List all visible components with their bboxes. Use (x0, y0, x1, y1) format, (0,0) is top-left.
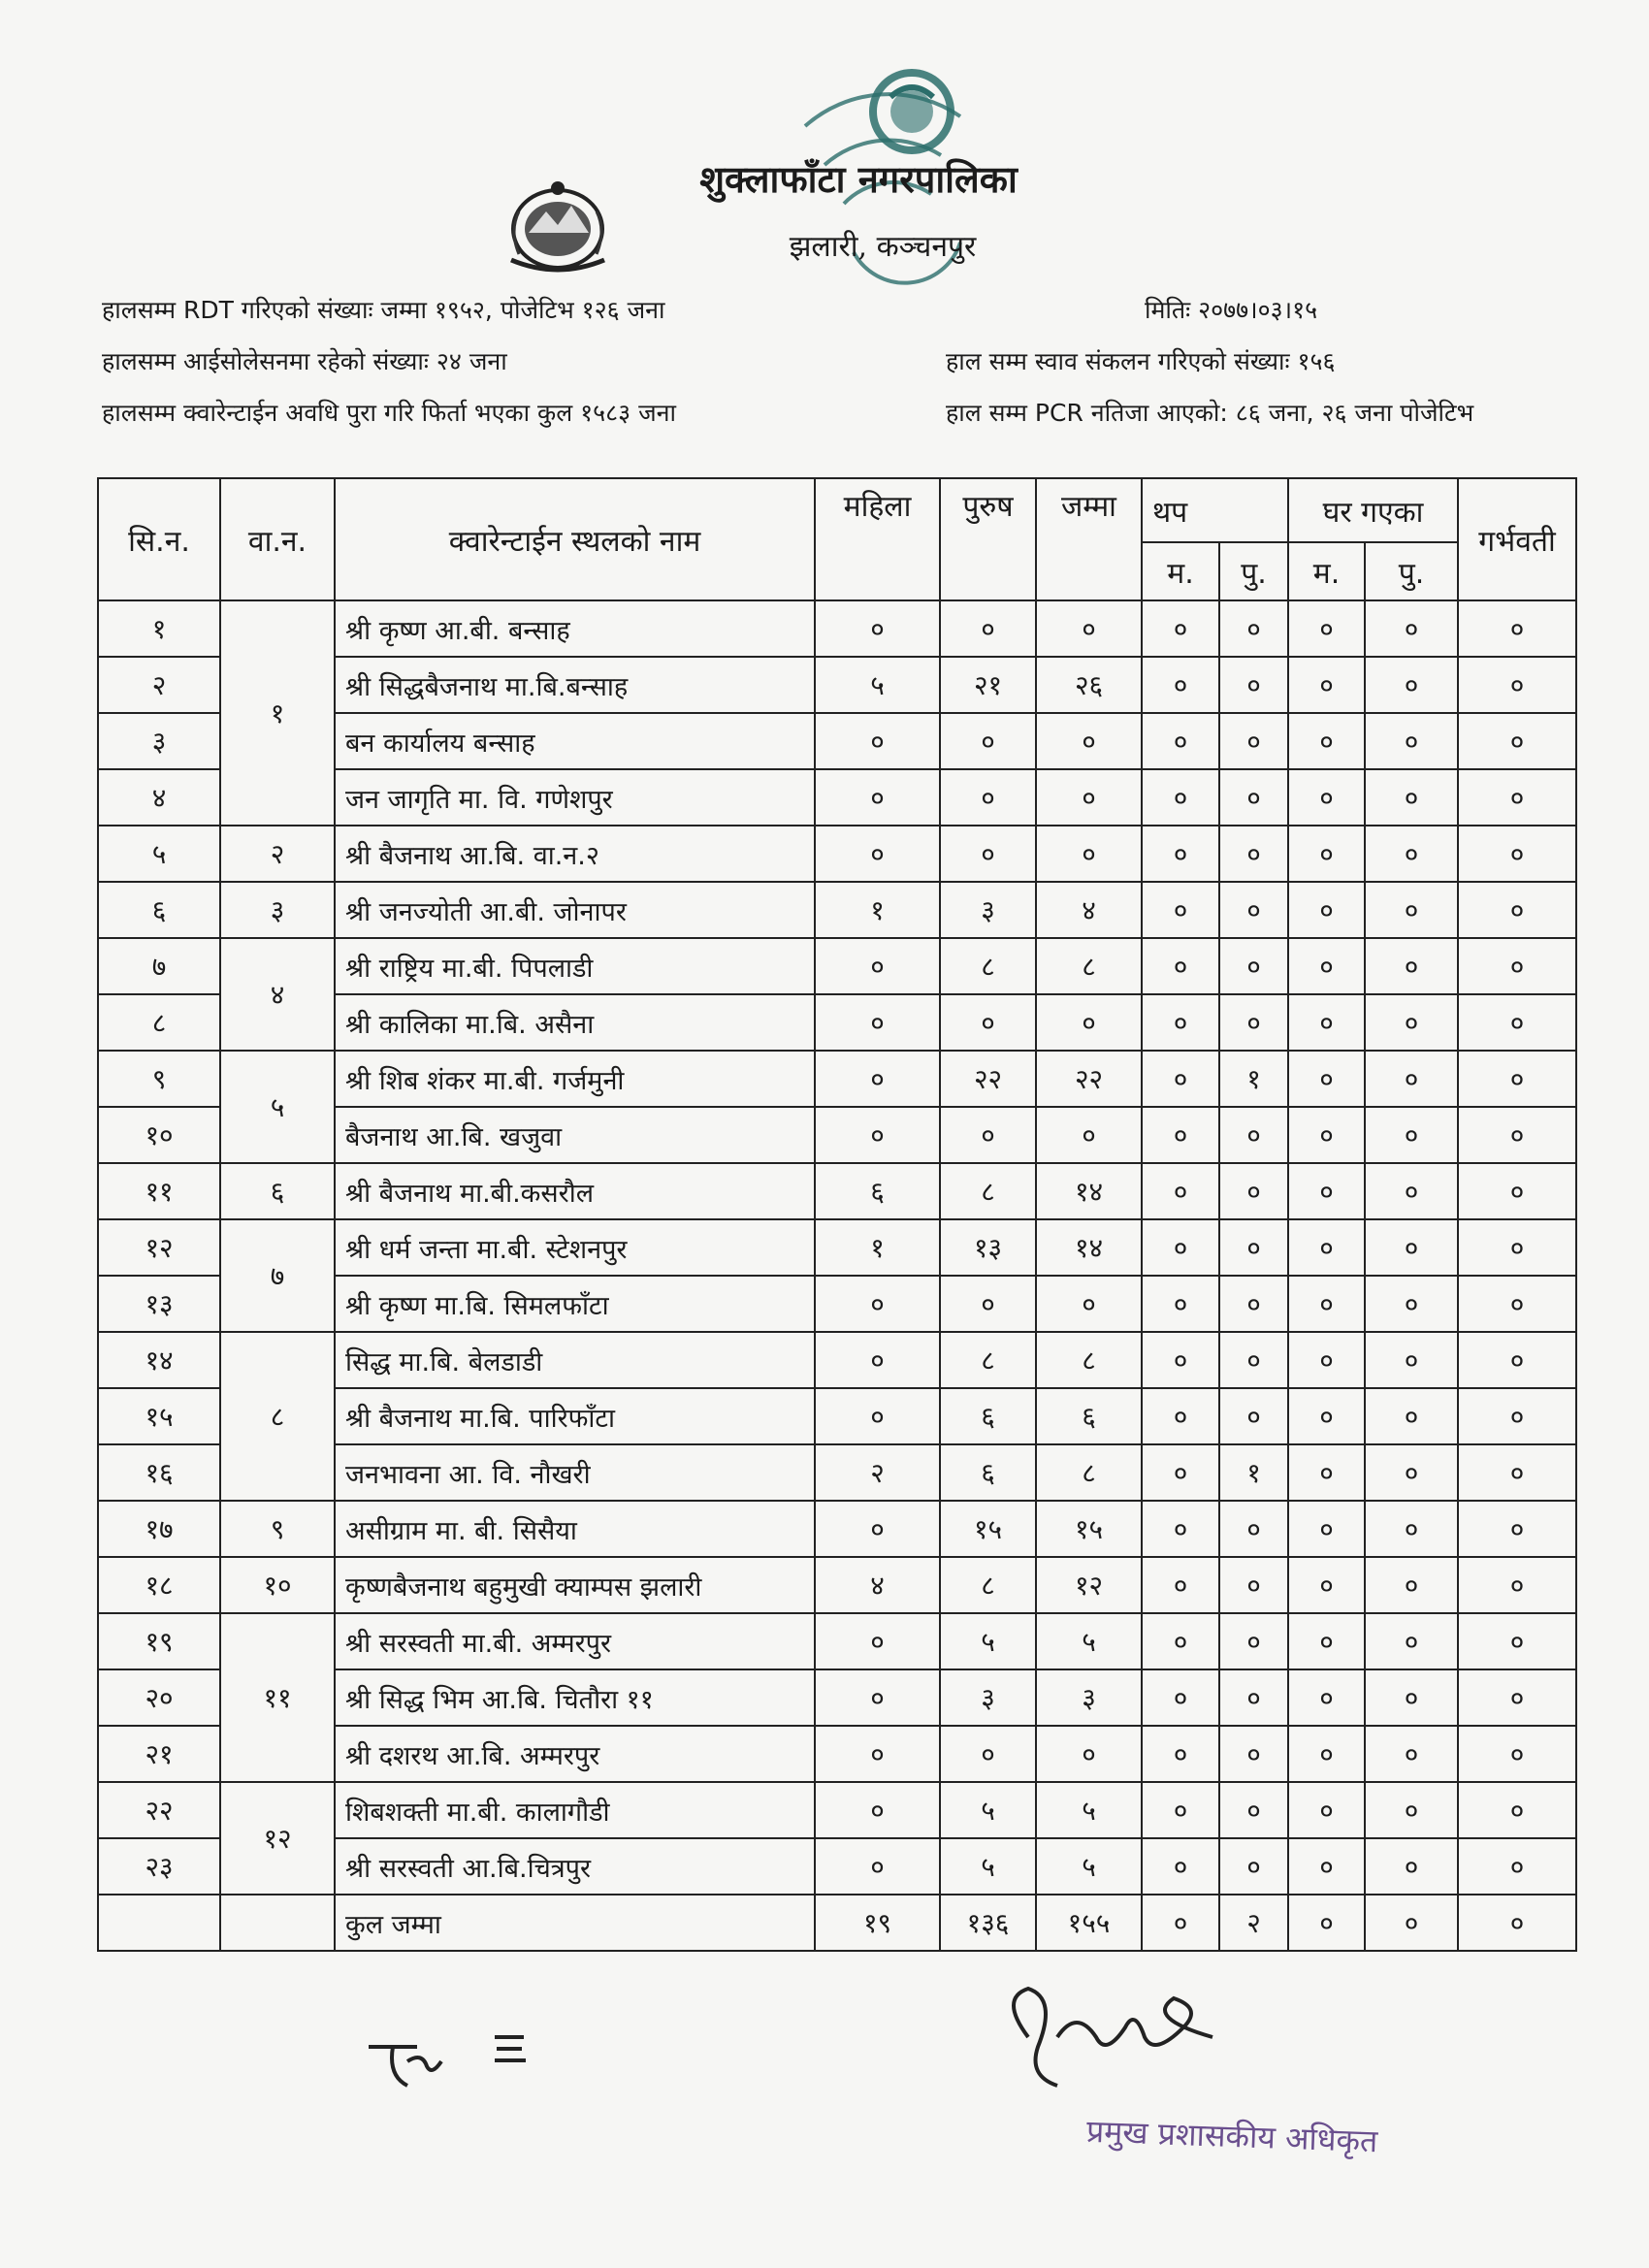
cell-home-male: ० (1365, 1219, 1458, 1276)
table-row (98, 1219, 1576, 1276)
cell-male: ० (940, 1276, 1036, 1332)
cell-total: १५ (1036, 1501, 1142, 1557)
total-home-female: ० (1288, 1895, 1365, 1951)
cell-extra-female: ० (1142, 1219, 1219, 1276)
cell-total: २२ (1036, 1051, 1142, 1107)
cell-extra-female: ० (1142, 882, 1219, 938)
cell-home-female: ० (1288, 1276, 1365, 1332)
cell-pregnant: ० (1458, 1163, 1576, 1219)
cell-total: ८ (1036, 1444, 1142, 1501)
header-home-female: म. (1288, 542, 1365, 600)
cell-male: ० (940, 994, 1036, 1051)
cell-home-female: ० (1288, 1501, 1365, 1557)
cell-home-male: ० (1365, 1276, 1458, 1332)
cell-home-female: ० (1288, 1219, 1365, 1276)
cell-extra-female: ० (1142, 600, 1219, 657)
cell-home-male: ० (1365, 600, 1458, 657)
cell-ward: ८ (220, 1332, 335, 1501)
cell-home-male: ० (1365, 938, 1458, 994)
cell-extra-male: ० (1219, 713, 1288, 769)
table-row (98, 882, 1576, 938)
cell-extra-female: ० (1142, 713, 1219, 769)
cell-extra-male: ० (1219, 826, 1288, 882)
cell-sn: १ (98, 600, 220, 657)
cell-home-male: ० (1365, 1107, 1458, 1163)
header-extra-female: म. (1142, 542, 1219, 600)
cell-sn: १२ (98, 1219, 220, 1276)
cell-extra-male: ० (1219, 1219, 1288, 1276)
cell-total: ५ (1036, 1838, 1142, 1895)
cell-male: ३ (940, 1669, 1036, 1726)
cell-pregnant: ० (1458, 769, 1576, 826)
total-female: १९ (815, 1895, 940, 1951)
cell-total: ६ (1036, 1388, 1142, 1444)
cell-sn: २३ (98, 1838, 220, 1895)
cell-extra-female: ० (1142, 938, 1219, 994)
cell-home-female: ० (1288, 882, 1365, 938)
cell-site-name: श्री बैजनाथ मा.बि. पारिफाँटा (335, 1388, 815, 1444)
cell-home-male: ० (1365, 1726, 1458, 1782)
cell-total: ५ (1036, 1782, 1142, 1838)
cell-total: ० (1036, 713, 1142, 769)
cell-male: ३ (940, 882, 1036, 938)
cell-sn: २० (98, 1669, 220, 1726)
cell-home-female: ० (1288, 1782, 1365, 1838)
total-pregnant: ० (1458, 1895, 1576, 1951)
cell-ward: ७ (220, 1219, 335, 1332)
cell-pregnant: ० (1458, 1613, 1576, 1669)
cell-pregnant: ० (1458, 1444, 1576, 1501)
cell-home-female: ० (1288, 657, 1365, 713)
cell-extra-female: ० (1142, 1388, 1219, 1444)
cell-male: ० (940, 600, 1036, 657)
table-row (98, 938, 1576, 994)
cell-site-name: श्री राष्ट्रिय मा.बी. पिपलाडी (335, 938, 815, 994)
cell-male: १३ (940, 1219, 1036, 1276)
cell-sn: १४ (98, 1332, 220, 1388)
cell-site-name: कृष्णबैजनाथ बहुमुखी क्याम्पस झलारी (335, 1557, 815, 1613)
cell-ward: १० (220, 1557, 335, 1613)
cell-sn: ७ (98, 938, 220, 994)
cell-pregnant: ० (1458, 1219, 1576, 1276)
report-date: मितिः २०७७।०३।१५ (1145, 296, 1318, 324)
cell-extra-male: ० (1219, 1163, 1288, 1219)
table-row (98, 1051, 1576, 1107)
cell-male: ८ (940, 1557, 1036, 1613)
cell-home-female: ० (1288, 1163, 1365, 1219)
table-row (98, 1613, 1576, 1669)
cell-male: ८ (940, 1332, 1036, 1388)
table-row (98, 1782, 1576, 1838)
cell-sn: ६ (98, 882, 220, 938)
cell-home-male: ० (1365, 1782, 1458, 1838)
cell-site-name: श्री सिद्ध भिम आ.बि. चितौरा ११ (335, 1669, 815, 1726)
cell-total: ३ (1036, 1669, 1142, 1726)
cell-extra-male: ० (1219, 769, 1288, 826)
cell-pregnant: ० (1458, 1838, 1576, 1895)
cell-home-female: ० (1288, 1726, 1365, 1782)
municipality-address: झलारी, कञ्चनपुर (789, 230, 977, 264)
cell-home-female: ० (1288, 769, 1365, 826)
cell-total: ० (1036, 1276, 1142, 1332)
cell-total: १४ (1036, 1219, 1142, 1276)
cell-home-male: ० (1365, 713, 1458, 769)
cell-total: ८ (1036, 1332, 1142, 1388)
cell-female: २ (815, 1444, 940, 1501)
cell-site-name: बन कार्यालय बन्साह (335, 713, 815, 769)
cell-home-female: ० (1288, 1107, 1365, 1163)
cell-home-male: ० (1365, 1669, 1458, 1726)
cell-extra-male: ० (1219, 1276, 1288, 1332)
cell-total: ८ (1036, 938, 1142, 994)
table-row (98, 826, 1576, 882)
cell-female: ० (815, 1388, 940, 1444)
header-male: पुरुष (940, 478, 1036, 600)
cell-site-name: श्री कृष्ण मा.बि. सिमलफाँटा (335, 1276, 815, 1332)
cell-home-female: ० (1288, 713, 1365, 769)
cell-extra-male: ० (1219, 1782, 1288, 1838)
cell-total: १२ (1036, 1557, 1142, 1613)
header-went-home: घर गएका (1288, 478, 1458, 542)
municipality-title: शुक्लाफाँटा नगरपालिका (699, 157, 1018, 201)
cell-extra-female: ० (1142, 1276, 1219, 1332)
cell-site-name: बैजनाथ आ.बि. खजुवा (335, 1107, 815, 1163)
cell-extra-female: ० (1142, 994, 1219, 1051)
cell-site-name: श्री कृष्ण आ.बी. बन्साह (335, 600, 815, 657)
cell-ward: ४ (220, 938, 335, 1051)
cell-empty (220, 1895, 335, 1951)
cell-extra-female: ० (1142, 826, 1219, 882)
cell-male: ६ (940, 1444, 1036, 1501)
cell-site-name: श्री शिब शंकर मा.बी. गर्जमुनी (335, 1051, 815, 1107)
table-row (98, 1332, 1576, 1388)
header-pregnant: गर्भवती (1458, 478, 1576, 600)
cell-site-name: सिद्ध मा.बि. बेलडाडी (335, 1332, 815, 1388)
cell-sn: १९ (98, 1613, 220, 1669)
cell-ward: १२ (220, 1782, 335, 1895)
cell-total: १४ (1036, 1163, 1142, 1219)
cell-male: ० (940, 1726, 1036, 1782)
cell-female: ० (815, 994, 940, 1051)
cell-total: २६ (1036, 657, 1142, 713)
total-extra-female: ० (1142, 1895, 1219, 1951)
cell-female: ० (815, 1332, 940, 1388)
cell-male: ५ (940, 1782, 1036, 1838)
cell-home-female: ० (1288, 1669, 1365, 1726)
cell-pregnant: ० (1458, 1501, 1576, 1557)
cell-home-female: ० (1288, 1388, 1365, 1444)
header-female: महिला (815, 478, 940, 600)
cell-sn: १३ (98, 1276, 220, 1332)
total-home-male: ० (1365, 1895, 1458, 1951)
cell-site-name: असीग्राम मा. बी. सिसैया (335, 1501, 815, 1557)
cell-female: ० (815, 1501, 940, 1557)
cell-female: ० (815, 1669, 940, 1726)
cell-pregnant: ० (1458, 1669, 1576, 1726)
cell-home-male: ० (1365, 1051, 1458, 1107)
cell-home-male: ० (1365, 1163, 1458, 1219)
cell-pregnant: ० (1458, 826, 1576, 882)
cell-extra-male: ० (1219, 882, 1288, 938)
cell-male: ८ (940, 938, 1036, 994)
cell-empty (98, 1895, 220, 1951)
cell-ward: ३ (220, 882, 335, 938)
cell-site-name: श्री कालिका मा.बि. असैना (335, 994, 815, 1051)
cell-male: ६ (940, 1388, 1036, 1444)
cell-home-male: ० (1365, 769, 1458, 826)
cell-extra-female: ० (1142, 657, 1219, 713)
cell-site-name: श्री सरस्वती आ.बि.चित्रपुर (335, 1838, 815, 1895)
cell-female: ० (815, 1838, 940, 1895)
cell-total: ० (1036, 826, 1142, 882)
cell-extra-female: ० (1142, 769, 1219, 826)
cell-male: ८ (940, 1163, 1036, 1219)
table-row (98, 600, 1576, 657)
cell-extra-male: ० (1219, 1726, 1288, 1782)
cell-total: ० (1036, 600, 1142, 657)
cell-female: ४ (815, 1557, 940, 1613)
cell-extra-male: ० (1219, 1838, 1288, 1895)
cell-home-male: ० (1365, 882, 1458, 938)
cell-pregnant: ० (1458, 882, 1576, 938)
cell-extra-female: ० (1142, 1501, 1219, 1557)
cell-pregnant: ० (1458, 1107, 1576, 1163)
cell-female: १ (815, 882, 940, 938)
cell-pregnant: ० (1458, 713, 1576, 769)
cell-sn: १५ (98, 1388, 220, 1444)
cell-sn: ५ (98, 826, 220, 882)
cell-extra-male: ० (1219, 1669, 1288, 1726)
cell-extra-male: ० (1219, 1501, 1288, 1557)
cell-home-male: ० (1365, 826, 1458, 882)
cell-female: ० (815, 600, 940, 657)
cell-home-female: ० (1288, 994, 1365, 1051)
quarantine-table (97, 477, 1577, 1952)
cell-total: ० (1036, 994, 1142, 1051)
cell-home-female: ० (1288, 938, 1365, 994)
cell-site-name: श्री सिद्धबैजनाथ मा.बि.बन्साह (335, 657, 815, 713)
total-label: कुल जम्मा (335, 1895, 815, 1951)
cell-pregnant: ० (1458, 657, 1576, 713)
header-extra: थप (1142, 478, 1288, 542)
cell-male: २१ (940, 657, 1036, 713)
cell-female: ० (815, 1276, 940, 1332)
info-isolation-count: हालसम्म आईसोलेसनमा रहेको संख्याः २४ जना (102, 347, 507, 375)
cell-female: ० (815, 826, 940, 882)
cell-male: १५ (940, 1501, 1036, 1557)
cell-sn: २२ (98, 1782, 220, 1838)
cell-site-name: श्री धर्म जन्ता मा.बी. स्टेशनपुर (335, 1219, 815, 1276)
cell-male: ५ (940, 1613, 1036, 1669)
cell-home-female: ० (1288, 1557, 1365, 1613)
cell-home-female: ० (1288, 1838, 1365, 1895)
cell-site-name: जन जागृति मा. वि. गणेशपुर (335, 769, 815, 826)
info-rdt-count: हालसम्म RDT गरिएको संख्याः जम्मा १९५२, पोजेटिभ १२६ जना (102, 296, 665, 324)
table-row (98, 1163, 1576, 1219)
cell-extra-male: ० (1219, 1388, 1288, 1444)
cell-home-female: ० (1288, 1613, 1365, 1669)
total-total: १५५ (1036, 1895, 1142, 1951)
header-site-name: क्वारेन्टाईन स्थलको नाम (335, 478, 815, 600)
cell-extra-female: ० (1142, 1444, 1219, 1501)
cell-sn: ३ (98, 713, 220, 769)
cell-sn: ४ (98, 769, 220, 826)
cell-female: ० (815, 1726, 940, 1782)
cell-home-female: ० (1288, 600, 1365, 657)
cell-total: ० (1036, 1107, 1142, 1163)
cell-sn: २ (98, 657, 220, 713)
info-swab-count: हाल सम्म स्वाव संकलन गरिएको संख्याः १५६ (946, 347, 1336, 375)
cell-extra-female: ० (1142, 1726, 1219, 1782)
cell-home-male: ० (1365, 1557, 1458, 1613)
total-extra-male: २ (1219, 1895, 1288, 1951)
cell-extra-male: १ (1219, 1444, 1288, 1501)
cell-extra-female: ० (1142, 1332, 1219, 1388)
cell-home-male: ० (1365, 1501, 1458, 1557)
cell-sn: २१ (98, 1726, 220, 1782)
cell-extra-male: ० (1219, 994, 1288, 1051)
cell-total: ० (1036, 1726, 1142, 1782)
cell-extra-male: ० (1219, 1332, 1288, 1388)
cell-total: ५ (1036, 1613, 1142, 1669)
cell-home-male: ० (1365, 657, 1458, 713)
table-body (98, 600, 1576, 1951)
cell-male: २२ (940, 1051, 1036, 1107)
signature-left (349, 2008, 543, 2095)
cell-pregnant: ० (1458, 1557, 1576, 1613)
cell-female: ० (815, 938, 940, 994)
info-quarantine-returned: हालसम्म क्वारेन्टाईन अवधि पुरा गरि फिर्ता भएका कुल १५८३ जना (102, 399, 676, 427)
cell-female: ० (815, 713, 940, 769)
cell-pregnant: ० (1458, 600, 1576, 657)
table-row (98, 1557, 1576, 1613)
cell-sn: ११ (98, 1163, 220, 1219)
header-sn: सि.न. (98, 478, 220, 600)
cell-extra-female: ० (1142, 1613, 1219, 1669)
cell-extra-male: ० (1219, 600, 1288, 657)
cell-home-male: ० (1365, 1332, 1458, 1388)
cell-male: ५ (940, 1838, 1036, 1895)
cell-ward: १ (220, 600, 335, 826)
cell-total: ० (1036, 769, 1142, 826)
header-total: जम्मा (1036, 478, 1142, 600)
cell-female: ० (815, 1107, 940, 1163)
cell-ward: ६ (220, 1163, 335, 1219)
cell-home-female: ० (1288, 826, 1365, 882)
cell-site-name: श्री बैजनाथ मा.बी.कसरौल (335, 1163, 815, 1219)
info-pcr-result: हाल सम्म PCR नतिजा आएको: ८६ जना, २६ जना पोजेटिभ (946, 399, 1474, 427)
table-row (98, 1501, 1576, 1557)
cell-pregnant: ० (1458, 1782, 1576, 1838)
cell-ward: ५ (220, 1051, 335, 1163)
cell-sn: १६ (98, 1444, 220, 1501)
cell-sn: १८ (98, 1557, 220, 1613)
cell-site-name: श्री जनज्योती आ.बी. जोनापर (335, 882, 815, 938)
total-row (98, 1895, 1576, 1951)
cell-home-male: ० (1365, 1388, 1458, 1444)
cell-female: ० (815, 769, 940, 826)
cell-ward: ११ (220, 1613, 335, 1782)
cell-site-name: शिबशक्ती मा.बी. कालागौडी (335, 1782, 815, 1838)
cell-extra-male: ० (1219, 938, 1288, 994)
cell-female: ५ (815, 657, 940, 713)
cell-total: ४ (1036, 882, 1142, 938)
cell-extra-female: ० (1142, 1163, 1219, 1219)
cell-pregnant: ० (1458, 1332, 1576, 1388)
cell-female: ० (815, 1051, 940, 1107)
cell-female: १ (815, 1219, 940, 1276)
cell-female: ६ (815, 1163, 940, 1219)
cell-male: ० (940, 1107, 1036, 1163)
total-male: १३६ (940, 1895, 1036, 1951)
header-home-male: पु. (1365, 542, 1458, 600)
cell-sn: १७ (98, 1501, 220, 1557)
header-ward: वा.न. (220, 478, 335, 600)
cell-pregnant: ० (1458, 1051, 1576, 1107)
signature-right (989, 1979, 1242, 2115)
cell-site-name: श्री बैजनाथ आ.बि. वा.न.२ (335, 826, 815, 882)
cell-extra-male: ० (1219, 1107, 1288, 1163)
cell-sn: ९ (98, 1051, 220, 1107)
cell-sn: ८ (98, 994, 220, 1051)
cell-male: ० (940, 713, 1036, 769)
cell-home-male: ० (1365, 1613, 1458, 1669)
cell-home-female: ० (1288, 1332, 1365, 1388)
cell-female: ० (815, 1613, 940, 1669)
cell-extra-female: ० (1142, 1107, 1219, 1163)
cell-pregnant: ० (1458, 994, 1576, 1051)
header-extra-male: पु. (1219, 542, 1288, 600)
cell-pregnant: ० (1458, 1726, 1576, 1782)
cell-extra-male: ० (1219, 1557, 1288, 1613)
cell-sn: १० (98, 1107, 220, 1163)
cell-home-female: ० (1288, 1444, 1365, 1501)
cell-home-male: ० (1365, 1838, 1458, 1895)
cell-home-male: ० (1365, 1444, 1458, 1501)
cell-pregnant: ० (1458, 938, 1576, 994)
cell-home-female: ० (1288, 1051, 1365, 1107)
cell-extra-female: ० (1142, 1557, 1219, 1613)
cell-site-name: श्री दशरथ आ.बि. अम्मरपुर (335, 1726, 815, 1782)
cell-male: ० (940, 826, 1036, 882)
cell-ward: ९ (220, 1501, 335, 1557)
cell-female: ० (815, 1782, 940, 1838)
cell-extra-female: ० (1142, 1669, 1219, 1726)
cell-extra-male: १ (1219, 1051, 1288, 1107)
cell-male: ० (940, 769, 1036, 826)
cell-pregnant: ० (1458, 1388, 1576, 1444)
cell-extra-female: ० (1142, 1782, 1219, 1838)
cell-pregnant: ० (1458, 1276, 1576, 1332)
chief-officer-stamp: प्रमुख प्रशासकीय अधिकृत (1085, 2112, 1378, 2160)
cell-extra-male: ० (1219, 657, 1288, 713)
cell-extra-male: ० (1219, 1613, 1288, 1669)
cell-ward: २ (220, 826, 335, 882)
cell-extra-female: ० (1142, 1051, 1219, 1107)
cell-home-male: ० (1365, 994, 1458, 1051)
cell-site-name: जनभावना आ. वि. नौखरी (335, 1444, 815, 1501)
cell-extra-female: ० (1142, 1838, 1219, 1895)
cell-site-name: श्री सरस्वती मा.बी. अम्मरपुर (335, 1613, 815, 1669)
